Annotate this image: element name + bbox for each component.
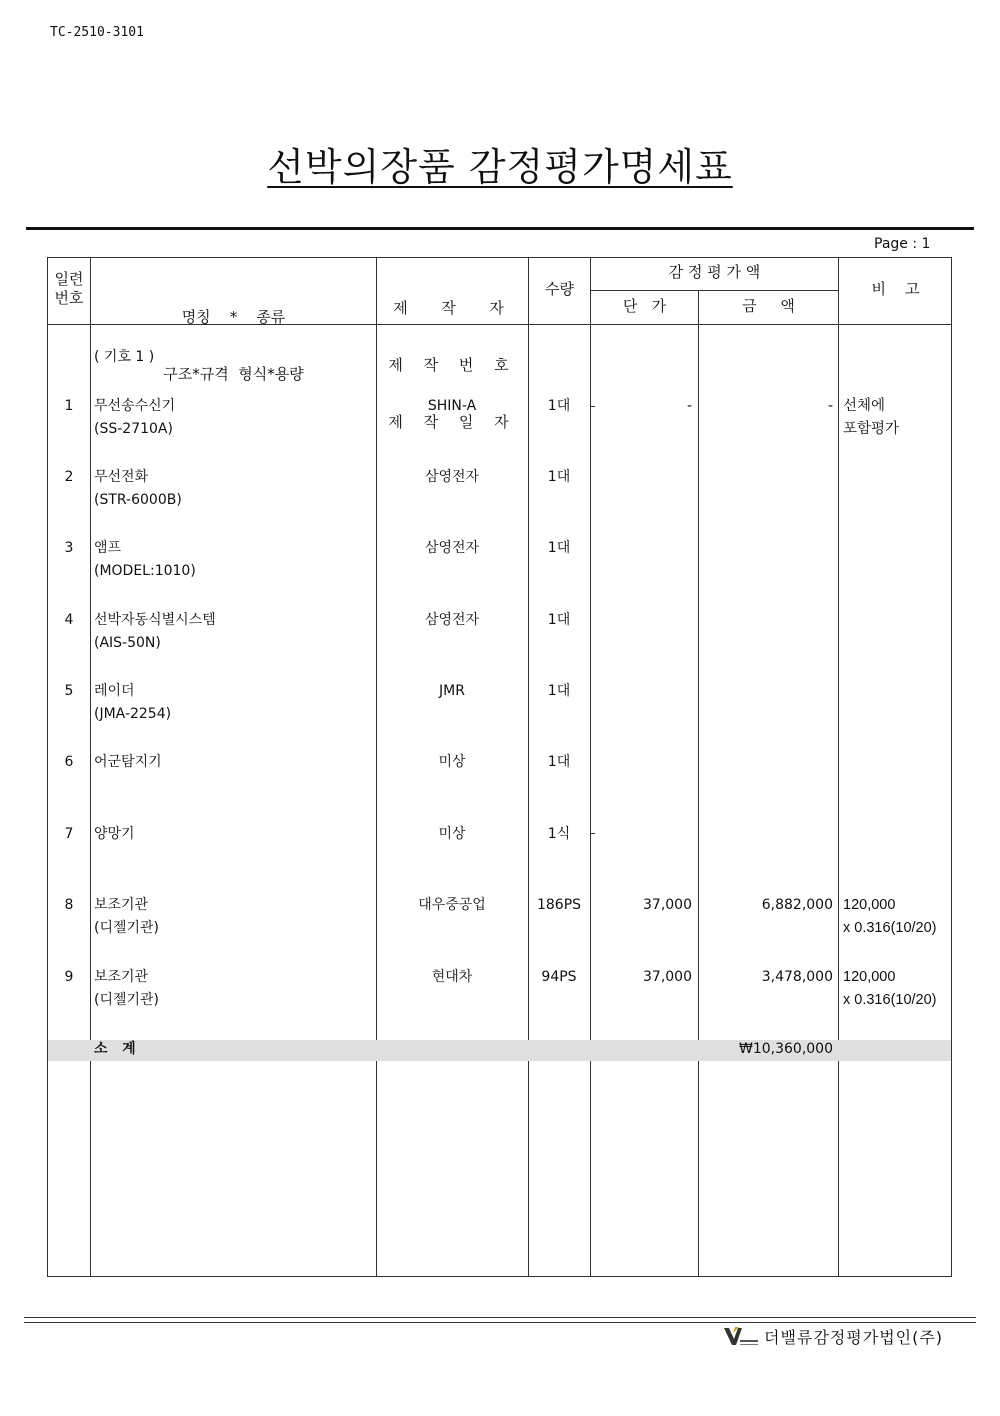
title-divider xyxy=(26,227,974,230)
row-number: 9 xyxy=(64,969,74,985)
page-title-text: 선박의장품 감정평가명세표 xyxy=(267,145,733,189)
item-quantity: 1대 xyxy=(547,612,571,628)
group-label: ( 기호 1 ) xyxy=(94,349,155,365)
item-name: 레이더 xyxy=(94,683,135,699)
item-unit-price: - xyxy=(686,398,692,414)
footer-divider xyxy=(24,1317,976,1318)
item-name: 무선전화 xyxy=(94,469,149,485)
header-serial xyxy=(48,270,90,308)
item-quantity: 1대 xyxy=(547,398,571,414)
header-quantity: 수량 xyxy=(545,280,574,298)
item-name: 어군탐지기 xyxy=(94,754,162,770)
subtotal-label: 소 계 xyxy=(94,1041,136,1057)
row-number: 1 xyxy=(64,398,74,414)
item-quantity: 1식 xyxy=(547,826,571,842)
grouping-bracket xyxy=(590,406,595,834)
item-name: 무선송수신기 xyxy=(94,398,176,414)
item-spec: (JMA-2254) xyxy=(94,706,172,722)
subtotal-amount: ₩10,360,000 xyxy=(738,1041,833,1057)
header-maker-line3: 제 작 일 자 xyxy=(388,413,517,431)
row-number: 6 xyxy=(64,754,74,770)
item-quantity: 1대 xyxy=(547,540,571,556)
item-maker: 미상 xyxy=(438,754,466,770)
page-number: Page : 1 xyxy=(874,236,931,252)
header-maker xyxy=(377,261,528,451)
item-note-line2: x 0.316(10/20) xyxy=(843,992,937,1008)
item-quantity: 1대 xyxy=(547,683,571,699)
item-note-line1: 120,000 xyxy=(843,969,896,985)
item-quantity: 1대 xyxy=(547,754,571,770)
footer-divider xyxy=(24,1322,976,1323)
item-maker: 삼영전자 xyxy=(424,612,480,628)
item-note-line2: 포함평가 xyxy=(843,421,900,437)
item-name: 보조기관 xyxy=(94,897,149,913)
item-quantity: 1대 xyxy=(547,469,571,485)
item-maker: 삼영전자 xyxy=(424,469,480,485)
header-serial-line1: 일련 xyxy=(54,270,84,288)
item-maker: 미상 xyxy=(438,826,466,842)
row-number: 7 xyxy=(64,826,74,842)
header-name-line1: 명칭 * 종류 xyxy=(181,308,286,326)
item-maker: SHIN-A xyxy=(427,398,477,414)
item-amount: 3,478,000 xyxy=(761,969,833,985)
header-serial-line2: 번호 xyxy=(54,289,84,307)
row-number: 3 xyxy=(64,540,74,556)
document-code: TC-2510-3101 xyxy=(50,25,144,40)
item-spec: (디젤기관) xyxy=(94,992,160,1008)
header-maker-line2: 제 작 번 호 xyxy=(388,356,517,374)
item-maker: 현대차 xyxy=(431,969,473,985)
header-unit-price: 단 가 xyxy=(622,297,667,315)
item-name: 선박자동식별시스템 xyxy=(94,612,216,628)
item-name: 앰프 xyxy=(94,540,122,556)
item-note-line1: 선체에 xyxy=(843,398,886,414)
header-name-line2: 구조*규격 형식*용량 xyxy=(163,365,304,383)
row-number: 8 xyxy=(64,897,74,913)
item-spec: (디젤기관) xyxy=(94,920,160,936)
the-value-logo-icon xyxy=(722,1325,760,1347)
header-valuation: 감 정 평 가 액 xyxy=(668,263,761,281)
header-divider xyxy=(590,290,838,291)
item-unit-price: 37,000 xyxy=(643,897,692,913)
item-spec: (MODEL:1010) xyxy=(94,563,196,579)
header-name xyxy=(91,270,376,403)
row-number: 5 xyxy=(64,683,74,699)
item-maker: JMR xyxy=(439,683,465,699)
item-name: 양망기 xyxy=(94,826,135,842)
header-maker-line1: 제 작 자 xyxy=(393,299,512,317)
item-quantity: 94PS xyxy=(541,969,577,985)
row-number: 4 xyxy=(64,612,74,628)
column-divider xyxy=(698,291,699,1277)
item-maker: 대우중공업 xyxy=(418,897,486,913)
row-number: 2 xyxy=(64,469,74,485)
item-name: 보조기관 xyxy=(94,969,149,985)
item-amount: 6,882,000 xyxy=(761,897,833,913)
item-maker: 삼영전자 xyxy=(424,540,480,556)
column-divider xyxy=(90,257,91,1277)
company-name: 더밸류감정평가법인(주) xyxy=(764,1328,944,1347)
item-note-line2: x 0.316(10/20) xyxy=(843,920,937,936)
page-title xyxy=(0,136,1000,191)
header-amount: 금 액 xyxy=(742,297,795,315)
item-amount: - xyxy=(827,398,833,414)
item-quantity: 186PS xyxy=(536,897,582,913)
header-note: 비 고 xyxy=(871,280,920,298)
item-spec: (AIS-50N) xyxy=(94,635,161,651)
item-note-line1: 120,000 xyxy=(843,897,896,913)
item-unit-price: 37,000 xyxy=(643,969,692,985)
item-spec: (SS-2710A) xyxy=(94,421,173,437)
column-divider xyxy=(838,257,839,1277)
item-spec: (STR-6000B) xyxy=(94,492,182,508)
